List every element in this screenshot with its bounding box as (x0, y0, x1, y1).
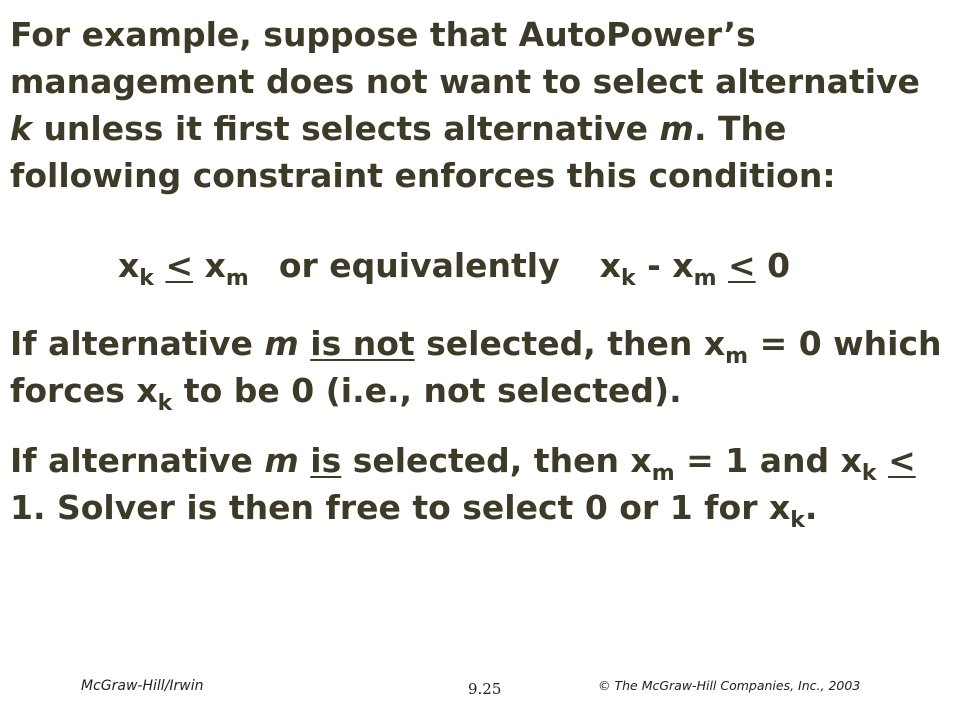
minus-symbol: - (647, 246, 661, 285)
eq-subscript: m (225, 266, 249, 291)
eq-x: x (672, 246, 694, 285)
constraint-equation (118, 242, 938, 289)
subscript: k (861, 461, 877, 486)
variable-m: m (659, 109, 694, 148)
eq-connector-text: or equivalently (278, 246, 560, 285)
para-text: = 1 and x (674, 441, 862, 480)
subscript: m (725, 344, 749, 369)
less-equal-symbol: < (728, 246, 756, 285)
para-text: selected, then x (341, 441, 652, 480)
eq-subscript: k (139, 266, 154, 291)
variable-k: k (10, 109, 32, 148)
para-text: 1. Solver is then free to select 0 or 1 for x (10, 488, 791, 527)
para-text (299, 324, 311, 363)
underlined-phrase: is not (310, 324, 415, 363)
intro-text: unless it first selects alternative (31, 109, 660, 148)
eq-subscript: m (693, 266, 717, 291)
eq-x: x (118, 246, 140, 285)
para-text: = 0 which forces x (10, 324, 942, 410)
para-text (877, 441, 889, 480)
less-equal-symbol: < (165, 246, 194, 285)
underlined-phrase: is (310, 441, 342, 480)
footer-publisher: McGraw-Hill/Irwin (81, 678, 204, 694)
intro-paragraph (10, 11, 950, 199)
eq-x: x (204, 246, 226, 285)
para-text: If alternative (10, 324, 265, 363)
subscript: k (157, 391, 173, 416)
eq-zero: 0 (767, 246, 791, 285)
footer-copyright: © The McGraw-Hill Companies, Inc., 2003 (598, 678, 861, 693)
para-text: selected, then x (414, 324, 726, 363)
footer-page-number: 9.25 (468, 680, 502, 698)
para-text (299, 441, 311, 480)
eq-subscript: k (620, 266, 636, 291)
eq-x: x (599, 246, 621, 285)
para-text: . (804, 488, 818, 527)
subscript: k (790, 508, 805, 533)
variable-m: m (264, 441, 299, 480)
para-text: If alternative (10, 441, 265, 480)
variable-m: m (264, 324, 299, 363)
subscript: m (651, 461, 675, 486)
less-equal-symbol: < (888, 441, 916, 480)
paragraph-selected (10, 437, 950, 531)
paragraph-not-selected (10, 320, 950, 414)
para-text: to be 0 (i.e., not selected). (172, 371, 682, 410)
intro-text: . The following constraint enforces this condition: (10, 109, 836, 195)
intro-text: For example, suppose that AutoPower’s management does not want to select alternative (10, 15, 920, 101)
